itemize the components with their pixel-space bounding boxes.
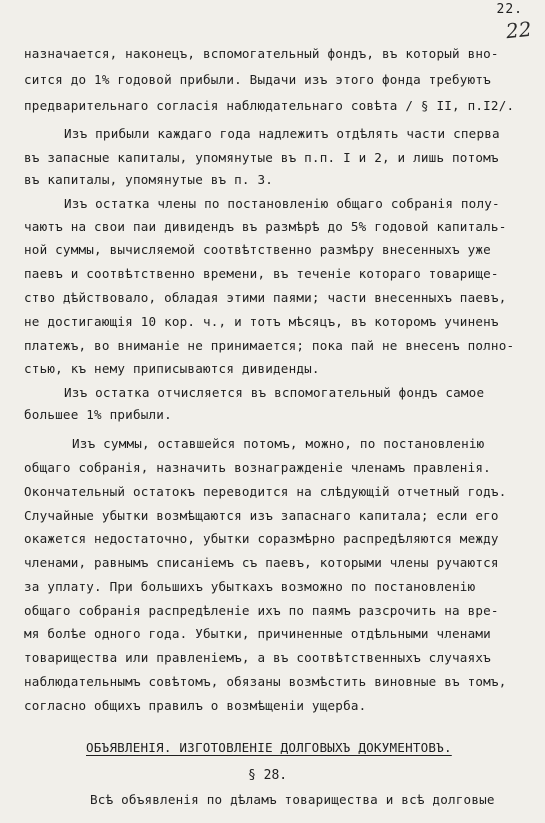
text-line: общаго собранія, назначить вознагражденіе членамъ правленія. bbox=[24, 460, 491, 475]
text-line: согласно общихъ правилъ о возмѣщеніи ущерба. bbox=[24, 698, 367, 713]
text-line: Окончательный остатокъ переводится на слѣдующій отчетный годъ. bbox=[24, 484, 507, 499]
text-line: въ капиталы, упомянутые въ п. 3. bbox=[24, 172, 274, 187]
text-line: большее 1% прибыли. bbox=[24, 407, 172, 422]
text-line: окажется недостаточно, убытки соразмѣрно распредѣляются между bbox=[24, 531, 499, 546]
text-line: общаго собранія распредѣленіе ихъ по паямъ разсрочить на вре- bbox=[24, 603, 499, 618]
text-line: Изъ остатка отчисляется въ вспомогательный фондъ самое bbox=[64, 385, 485, 400]
text-line: въ запасные капиталы, упомянутые въ п.п. I и 2, и лишь потомъ bbox=[24, 150, 499, 165]
text-line: наблюдательнымъ совѣтомъ, обязаны возмѣстить виновные въ томъ, bbox=[24, 674, 507, 689]
text-line: предварительнаго согласія наблюдательнаго совѣта / § II, п.I2/. bbox=[24, 98, 515, 113]
text-line: платежъ, во вниманіе не принимается; пока пай не внесенъ полно- bbox=[24, 338, 515, 353]
text-line: за уплату. При большихъ убыткахъ возможно по постановленію bbox=[24, 579, 476, 594]
text-line: членами, равнымъ списаніемъ съ паевъ, которыми члены ручаются bbox=[24, 555, 499, 570]
handwritten-page-number: 22 bbox=[504, 16, 533, 44]
text-line: товарищества или правленіемъ, а въ соотвѣтственныхъ случаяхъ bbox=[24, 650, 491, 665]
text-line: Изъ суммы, оставшейся потомъ, можно, по постановленію bbox=[72, 436, 485, 451]
text-line: мя болѣе одного года. Убытки, причиненные отдѣльными членами bbox=[24, 626, 491, 641]
text-line: Всѣ объявленія по дѣламъ товарищества и всѣ долговые bbox=[90, 792, 495, 807]
text-line: ной суммы, вычисляемой соотвѣтственно размѣру внесенныхъ уже bbox=[24, 242, 491, 257]
page-number: 22. bbox=[496, 2, 523, 17]
text-line: паевъ и соотвѣтственно времени, въ теченіе котораго товарище- bbox=[24, 266, 499, 281]
text-line: чаютъ на свои паи дивидендъ въ размѣрѣ до 5% годовой капиталь- bbox=[24, 219, 507, 234]
text-line: стью, къ нему приписываются дивиденды. bbox=[24, 361, 320, 376]
text-line: Изъ прибыли каждаго года надлежитъ отдѣлять части сперва bbox=[64, 126, 500, 141]
section-heading: ОБЪЯВЛЕНІЯ. ИЗГОТОВЛЕНІЕ ДОЛГОВЫХЪ ДОКУМЕНТОВЪ. bbox=[86, 740, 452, 755]
paragraph-number: § 28. bbox=[248, 768, 288, 783]
text-line: ство дѣйствовало, обладая этими паями; части внесенныхъ паевъ, bbox=[24, 290, 507, 305]
text-line: не достигающія 10 кор. ч., и тотъ мѣсяцъ, въ которомъ учиненъ bbox=[24, 314, 499, 329]
text-line: сится до 1% годовой прибыли. Выдачи изъ этого фонда требуютъ bbox=[24, 72, 491, 87]
text-line: назначается, наконецъ, вспомогательный фондъ, въ который вно- bbox=[24, 46, 499, 61]
text-line: Изъ остатка члены по постановленію общаго собранія полу- bbox=[64, 196, 500, 211]
text-line: Случайные убытки возмѣщаются изъ запаснаго капитала; если его bbox=[24, 508, 499, 523]
